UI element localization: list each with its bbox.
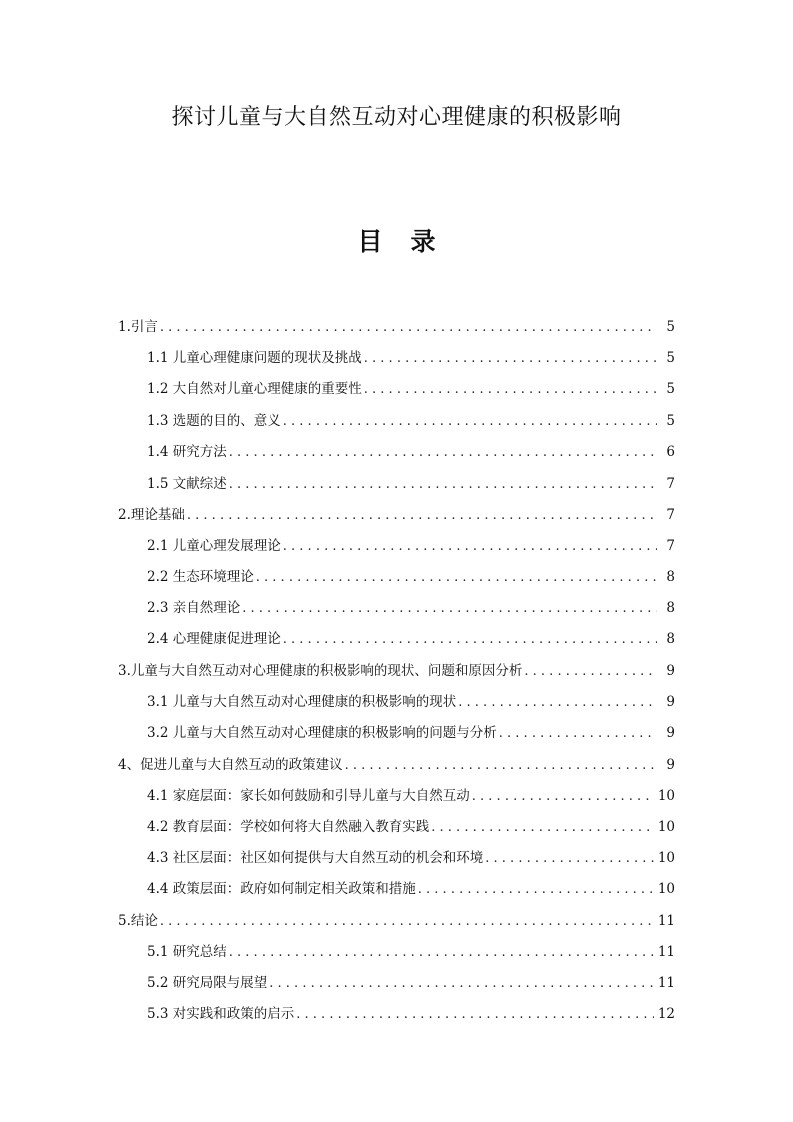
toc-entry-label: 3.2 儿童与大自然互动对心理健康的积极影响的问题与分析: [147, 725, 497, 741]
toc-entry-label: 1.3 选题的目的、意义: [147, 413, 281, 429]
dot-leader: [364, 378, 657, 402]
toc-entry-label: 2.3 亲自然理论: [147, 600, 241, 616]
dot-leader: [269, 972, 654, 996]
toc-entry-page-number: 8: [666, 631, 675, 647]
dot-leader: [458, 691, 657, 715]
toc-entry-chapter[interactable]: [118, 315, 675, 339]
toc-entry-page-number: 9: [666, 725, 675, 741]
toc-entry-label: 4、促进儿童与大自然互动的政策建议: [118, 757, 343, 773]
toc-entry-page-number: 8: [666, 600, 675, 616]
toc-entry-page-number: 11: [657, 975, 675, 991]
toc-entry-chapter[interactable]: [118, 753, 675, 777]
dot-leader: [431, 816, 654, 840]
toc-entry-page-number: 10: [657, 881, 675, 897]
toc-entry-label: 1.引言: [118, 319, 158, 335]
dot-leader: [364, 347, 657, 371]
toc-entry-page-number: 11: [657, 913, 675, 929]
dot-leader: [296, 1003, 654, 1027]
toc-entry-label: 3.1 儿童与大自然互动对心理健康的积极影响的现状: [147, 694, 457, 710]
toc-entry-page-number: 8: [666, 569, 675, 585]
dot-leader: [160, 316, 657, 340]
toc-entry-section[interactable]: [147, 815, 675, 839]
toc-entry-section[interactable]: [147, 596, 675, 620]
toc-entry-label: 2.4 心理健康促进理论: [147, 631, 281, 647]
toc-entry-label: 4.2 教育层面：学校如何将大自然融入教育实践: [147, 819, 430, 835]
toc-heading-char-2: 录: [410, 227, 436, 256]
toc-entry-section[interactable]: [147, 440, 675, 464]
toc-entry-label: 5.3 对实践和政策的启示: [147, 1006, 295, 1022]
toc-heading: [0, 222, 793, 262]
dot-leader: [229, 473, 657, 497]
toc-entry-page-number: 7: [666, 538, 675, 554]
dot-leader: [485, 847, 654, 871]
dot-leader: [418, 878, 654, 902]
toc-entry-chapter[interactable]: [118, 503, 675, 527]
toc-entry-section[interactable]: [147, 940, 675, 964]
dot-leader: [229, 941, 654, 965]
toc-entry-page-number: 11: [657, 944, 675, 960]
dot-leader: [524, 660, 657, 684]
toc-entry-section[interactable]: [147, 971, 675, 995]
dot-leader: [283, 410, 657, 434]
dot-leader: [160, 910, 654, 934]
toc-entry-page-number: 10: [657, 819, 675, 835]
dot-leader: [499, 722, 657, 746]
dot-leader: [187, 504, 657, 528]
dot-leader: [283, 535, 657, 559]
toc-entry-chapter[interactable]: [118, 659, 675, 683]
toc-entry-page-number: 10: [657, 850, 675, 866]
toc-entry-page-number: 7: [666, 507, 675, 523]
toc-entry-label: 4.4 政策层面：政府如何制定相关政策和措施: [147, 881, 416, 897]
toc-entry-section[interactable]: [147, 346, 675, 370]
toc-entry-section[interactable]: [147, 565, 675, 589]
toc-heading-char-1: 目: [357, 227, 383, 256]
toc-entry-page-number: 9: [666, 694, 675, 710]
dot-leader: [472, 785, 654, 809]
toc-entry-page-number: 5: [666, 381, 675, 397]
toc-entry-page-number: 12: [657, 1006, 675, 1022]
dot-leader: [345, 754, 657, 778]
toc-entry-label: 5.结论: [118, 913, 158, 929]
toc-entry-section[interactable]: [147, 721, 675, 745]
toc-entry-label: 2.1 儿童心理发展理论: [147, 538, 281, 554]
toc-entry-label: 1.2 大自然对儿童心理健康的重要性: [147, 381, 362, 397]
toc-entry-label: 4.1 家庭层面：家长如何鼓励和引导儿童与大自然互动: [147, 788, 470, 804]
document-title: 探讨儿童与大自然互动对心理健康的积极影响: [171, 105, 622, 130]
dot-leader: [256, 566, 657, 590]
toc-entry-section[interactable]: [147, 472, 675, 496]
toc-entry-page-number: 5: [666, 413, 675, 429]
toc-entry-page-number: 5: [666, 319, 675, 335]
toc-entry-chapter[interactable]: [118, 909, 675, 933]
toc-entry-section[interactable]: [147, 534, 675, 558]
toc-entry-label: 3.儿童与大自然互动对心理健康的积极影响的现状、问题和原因分析: [118, 663, 523, 679]
toc-entry-section[interactable]: [147, 377, 675, 401]
toc-entry-section[interactable]: [147, 690, 675, 714]
toc-entry-page-number: 7: [666, 476, 675, 492]
toc-entry-section[interactable]: [147, 877, 675, 901]
toc-entry-section[interactable]: [147, 627, 675, 651]
toc-entry-label: 2.理论基础: [118, 507, 185, 523]
dot-leader: [242, 597, 657, 621]
toc-entry-section[interactable]: [147, 409, 675, 433]
toc-entry-page-number: 9: [666, 757, 675, 773]
toc-entry-label: 1.5 文献综述: [147, 476, 227, 492]
toc-entry-page-number: 9: [666, 663, 675, 679]
toc-entry-label: 4.3 社区层面：社区如何提供与大自然互动的机会和环境: [147, 850, 484, 866]
toc-entry-page-number: 10: [657, 788, 675, 804]
toc-entry-section[interactable]: [147, 1002, 675, 1026]
toc-entry-page-number: 6: [666, 444, 675, 460]
toc-entry-label: 1.1 儿童心理健康问题的现状及挑战: [147, 350, 362, 366]
toc-entry-label: 2.2 生态环境理论: [147, 569, 254, 585]
dot-leader: [283, 628, 657, 652]
toc-entry-section[interactable]: [147, 846, 675, 870]
toc-entry-label: 5.2 研究局限与展望: [147, 975, 268, 991]
toc-entry-label: 5.1 研究总结: [147, 944, 227, 960]
toc-entry-section[interactable]: [147, 784, 675, 808]
toc-entry-label: 1.4 研究方法: [147, 444, 227, 460]
dot-leader: [229, 441, 657, 465]
toc-entry-page-number: 5: [666, 350, 675, 366]
